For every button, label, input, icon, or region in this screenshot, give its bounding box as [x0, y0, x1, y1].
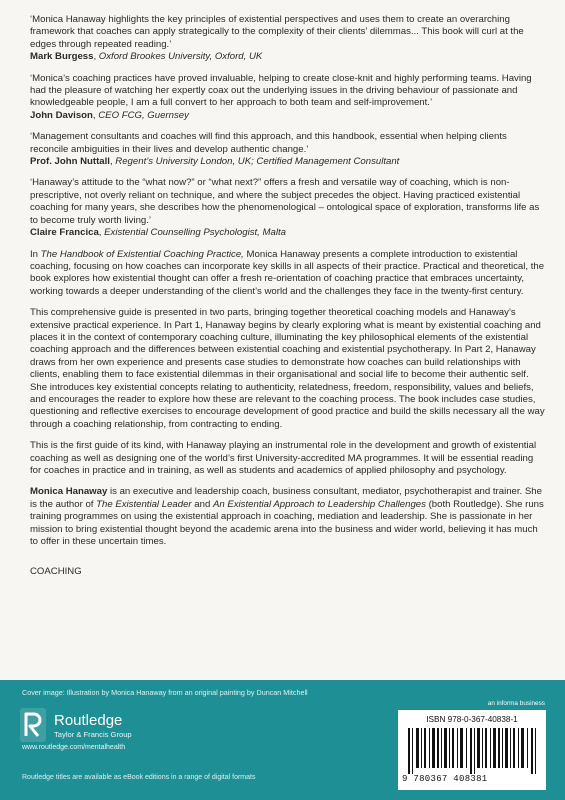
cover-credit: Cover image: Illustration by Monica Hanaway from an original painting by Duncan Mitchell [22, 688, 308, 697]
endorsement-text: ‘Monica Hanaway highlights the key principles of existential perspectives and uses them to create an overarching framework that coaches can apply strategically to the complexity of their clients’ dilemmas... This book will curl at the edges through repeated reading.’ [30, 14, 524, 50]
endorsement-3: ‘Management consultants and coaches will find this approach, and this handbook, essential when helping clients reconcile ambiguities in their lives and develop authentic change.’ Prof. John Nuttall, Regent’s University London, UK; Certified Management Consultant [30, 131, 545, 168]
isbn-number: ISBN 978-0-367-40838-1 [426, 715, 518, 724]
publisher-group: Taylor & Francis Group [54, 730, 132, 739]
description-paragraph-2: This comprehensive guide is presented in two parts, bringing together theoretical coaching models and Hanaway’s extensive practical experience. In Part 1, Hanaway begins by clearly exploring what is meant by existential coaching and places it in the context of contemporary coaching culture, illuminating the key philosophical elements of the existential coaching approach and the differences between existential coaching and existential psychotherapy. In Part 2, Hanaway draws from her own experience and presents case studies to demonstrate how coaches can build relationships with clients, enabling them to face existential dilemmas in their organisational and social life to become their authentic self. She introduces key existential concepts relating to authenticity, relatedness, freedom, responsibility, values and beliefs, and encourages the reader to explore how these are relevant to the coaching process. The book includes case studies, questioning and reflective exercises to encourage development of good practice and build the skills necessary all the way through a coaching relationship, from contracting to ending. [30, 307, 545, 430]
subject-category: COACHING [30, 566, 82, 578]
endorsement-text: ‘Management consultants and coaches will find this approach, and this handbook, essential when helping clients reconcile ambiguities in their lives and develop authentic change.’ [30, 131, 507, 155]
endorser-affiliation: Regent’s University London, UK; Certified Management Consultant [115, 156, 400, 168]
publisher-footer [0, 680, 565, 800]
ebook-note: Routledge titles are available as eBook editions in a range of digital formats [22, 774, 256, 781]
endorsement-text: ‘Monica’s coaching practices have proved invaluable, helping to create close-knit and highly performing teams. Having had the pleasure of watching her expertly coax out the underlying issues in the driving behaviour of passionate and knowledgeable people, I am a full convert to her approach to both team and self-improvement.’ [30, 72, 532, 109]
author-book-1: The Existential Leader [96, 498, 192, 510]
author-bio: Monica Hanaway is an executive and leadership coach, business consultant, mediator, psychotherapist and trainer. She is the author of The Existential Leader and An Existential Approach to Leadership Challenges (both Routledge). She runs training programmes on using the existential approach in coaching, mediation and leadership. She is passionate in her mission to bring existential thought beyond the academic arena into the business and wider world, believing it has much to offer in these uncertain times. [30, 486, 544, 548]
endorsement-4: ‘Hanaway’s attitude to the “what now?” or “what next?” offers a fresh and versatile way of coaching, which is non-prescriptive, not overly reliant on technique, and where the subject precedes the object. Having practiced existential coaching for many years, she describes how the phenomenological – ontological space of exploration, transforms life as to become truly worth living.’ Claire Francica, Existential Counselling Psychologist, Malta [30, 177, 545, 239]
author-book-2: An Existential Approach to Leadership Challenges [212, 498, 426, 510]
endorser-affiliation: Oxford Brookes University, Oxford, UK [98, 51, 263, 63]
endorser-affiliation: Existential Counselling Psychologist, Malta [104, 227, 286, 239]
author-name: Monica Hanaway [30, 486, 108, 498]
informa-tagline: an informa business [487, 700, 545, 707]
book-title: The Handbook of Existential Coaching Practice, [40, 248, 244, 260]
endorser-name: John Davison [30, 109, 93, 121]
endorsement-2: ‘Monica’s coaching practices have proved invaluable, helping to create close-knit and highly performing teams. Having had the pleasure of watching her expertly coax out the underlying issues in the driving behaviour of passionate and knowledgeable people, I am a full convert to her approach to both team and self-improvement.’ John Davison, CEO FCG, Guernsey [30, 73, 545, 123]
endorser-name: Claire Francica [30, 227, 99, 239]
endorsement-1: ‘Monica Hanaway highlights the key principles of existential perspectives and uses them to create an overarching framework that coaches can apply strategically to the complexity of their clients’ dilemmas... This book will curl at the edges through repeated reading.’ Mark Burgess, Oxford Brookes University, Oxford, UK [30, 14, 545, 64]
back-cover-text [30, 14, 545, 579]
endorser-name: Mark Burgess [30, 51, 94, 63]
publisher-name: Routledge [54, 712, 123, 729]
barcode-digits: 9 780367 408381 [402, 774, 488, 784]
endorser-affiliation: CEO FCG, Guernsey [98, 109, 189, 121]
routledge-logo [20, 708, 260, 748]
description-paragraph-3: This is the first guide of its kind, with Hanaway playing an instrumental role in the development and growth of existential coaching as well as designing one of the world’s first University-accredited MA programmes. It will be essential reading for coaches in practice and in training, as well as students and academics of applied philosophy and psychology. [30, 440, 537, 476]
isbn-barcode-block [398, 710, 546, 790]
routledge-r-icon [20, 708, 46, 742]
endorser-name: Prof. John Nuttall [30, 156, 110, 168]
barcode-icon [408, 728, 538, 774]
endorsement-text: ‘Hanaway’s attitude to the “what now?” or “what next?” offers a fresh and versatile way of coaching, which is non-prescriptive, not overly reliant on technique, and where the subject precedes the object. Having practiced existential coaching for many years, she describes how the phenomenological – ontological space of exploration, transforms life as to become truly worth living.’ [30, 177, 540, 226]
publisher-website[interactable]: www.routledge.com/mentalhealth [22, 744, 126, 751]
description-paragraph-1: In The Handbook of Existential Coaching Practice, Monica Hanaway presents a complete introduction to existential coaching, focusing on how coaches can incorporate key skills in all aspects of their practice. Practical and theoretical, the book explores how existential thought can offer a fresh re-orientation of coaching practice that embraces uncertainty, working towards a deeper understanding of the client’s world and the challenges they face in the twenty-first century. [30, 248, 545, 297]
